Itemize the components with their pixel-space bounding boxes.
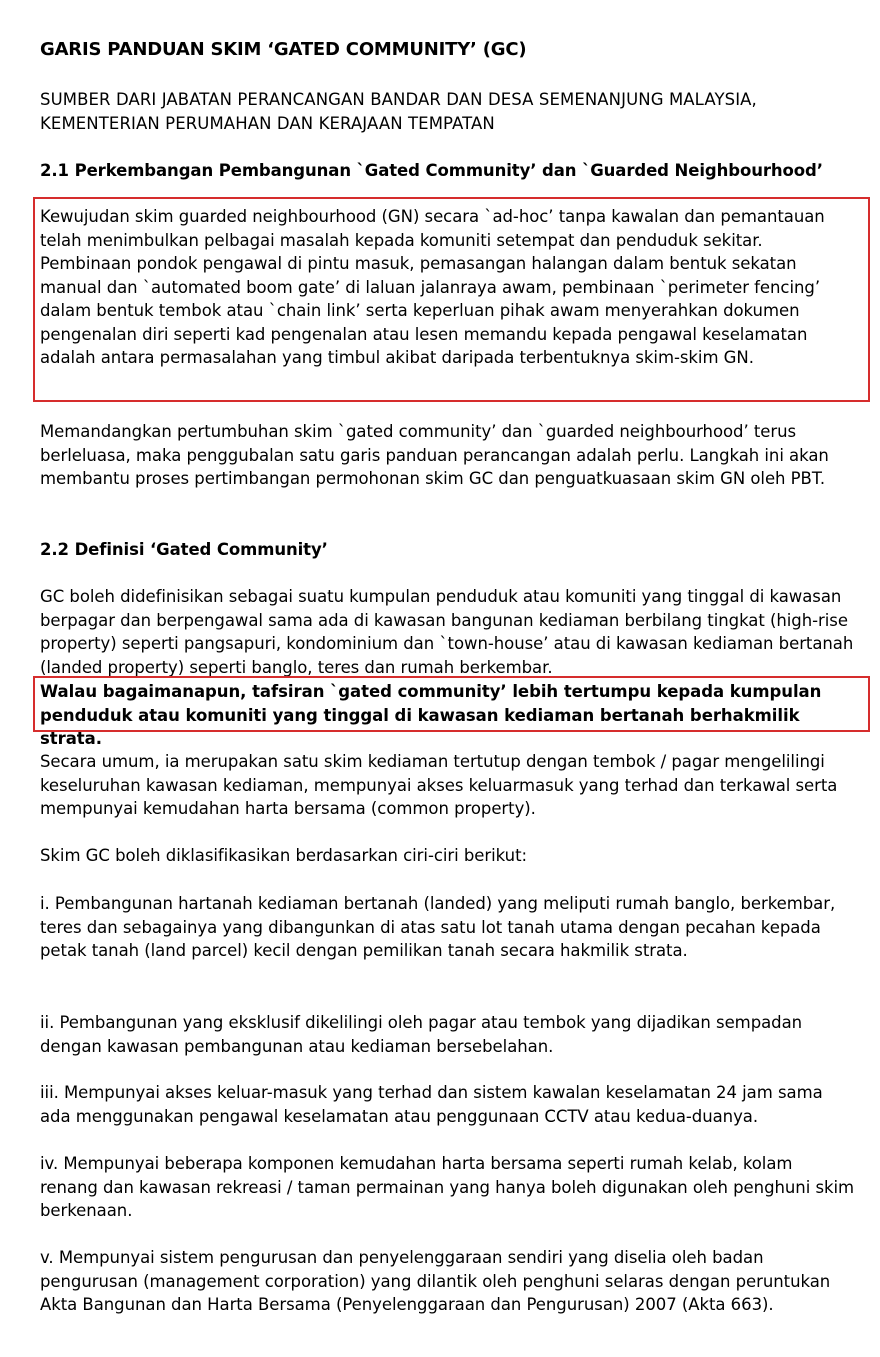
section-2-1-heading: 2.1 Perkembangan Pembangunan `Gated Community’ dan `Guarded Neighbourhood’	[40, 161, 823, 180]
document-source: SUMBER DARI JABATAN PERANCANGAN BANDAR DAN DESA SEMENANJUNG MALAYSIA, KEMENTERIAN PERUMAHAN DAN KERAJAAN TEMPATAN	[40, 90, 757, 133]
section-2-2-highlighted-bold: Walau bagaimanapun, tafsiran `gated community’ lebih tertumpu kepada kumpulan penduduk atau komuniti yang tinggal di kawasan kediaman bertanah berhakmilik strata.	[40, 682, 822, 748]
section-2-2-paragraph: GC boleh didefinisikan sebagai suatu kumpulan penduduk atau komuniti yang tinggal di kawasan berpagar dan berpengawal sama ada di kawasan bangunan kediaman berbilang tingkat (high-rise property) seperti pangsapuri, kondominium dan `town-house’ atau di kawasan kediaman bertanah (landed property) seperti banglo, teres dan rumah berkembar.	[40, 587, 854, 677]
list-item: i. Pembangunan hartanah kediaman bertanah (landed) yang meliputi rumah banglo, berkembar, teres dan sebagainya yang dibangunkan di atas satu lot tanah utama dengan pecahan kepada petak tanah (land parcel) kecil dengan pemilikan tanah secara hakmilik strata.	[40, 894, 836, 960]
section-2-1-highlighted-paragraph: Kewujudan skim guarded neighbourhood (GN) secara `ad-hoc’ tanpa kawalan dan pemantauan telah menimbulkan pelbagai masalah kepada komuniti setempat dan penduduk sekitar. Pembinaan pondok pengawal di pintu masuk, pemasangan halangan dalam bentuk sekatan manual dan `automated boom gate’ di laluan jalanraya awam, pembinaan `perimeter fencing’ dalam bentuk tembok atau `chain link’ serta keperluan pihak awam menyerahkan dokumen pengenalan diri seperti kad pengenalan atau lesen memandu kepada pengawal keselamatan adalah antara permasalahan yang timbul akibat daripada terbentuknya skim-skim GN.	[40, 207, 825, 367]
section-2-2-paragraph: Skim GC boleh diklasifikasikan berdasarkan ciri-ciri berikut:	[40, 846, 528, 865]
section-2-1-paragraph: Memandangkan pertumbuhan skim `gated community’ dan `guarded neighbourhood’ terus berleluasa, maka penggubalan satu garis panduan perancangan adalah perlu. Langkah ini akan membantu proses pertimbangan permohonan skim GC dan penguatkuasaan skim GN oleh PBT.	[40, 422, 829, 488]
list-item: iv. Mempunyai beberapa komponen kemudahan harta bersama seperti rumah kelab, kolam renang dan kawasan rekreasi / taman permainan yang hanya boleh digunakan oleh penghuni skim berkenaan.	[40, 1154, 855, 1220]
section-2-2-paragraph: Secara umum, ia merupakan satu skim kediaman tertutup dengan tembok / pagar mengelilingi keseluruhan kawasan kediaman, mempunyai akses keluarmasuk yang terhad dan terkawal serta mempunyai kemudahan harta bersama (common property).	[40, 752, 838, 818]
section-2-2-heading: 2.2 Definisi ‘Gated Community’	[40, 540, 328, 559]
document-title: GARIS PANDUAN SKIM ‘GATED COMMUNITY’ (GC)	[40, 39, 527, 60]
list-item: iii. Mempunyai akses keluar-masuk yang terhad dan sistem kawalan keselamatan 24 jam sama ada menggunakan pengawal keselamatan atau penggunaan CCTV atau kedua-duanya.	[40, 1083, 823, 1126]
list-item: ii. Pembangunan yang eksklusif dikelilingi oleh pagar atau tembok yang dijadikan sempadan dengan kawasan pembangunan atau kediaman bersebelahan.	[40, 1013, 803, 1056]
list-item: v. Mempunyai sistem pengurusan dan penyelenggaraan sendiri yang diselia oleh badan pengurusan (management corporation) yang dilantik oleh penghuni selaras dengan peruntukan Akta Bangunan dan Harta Bersama (Penyelenggaraan dan Pengurusan) 2007 (Akta 663).	[40, 1248, 831, 1314]
